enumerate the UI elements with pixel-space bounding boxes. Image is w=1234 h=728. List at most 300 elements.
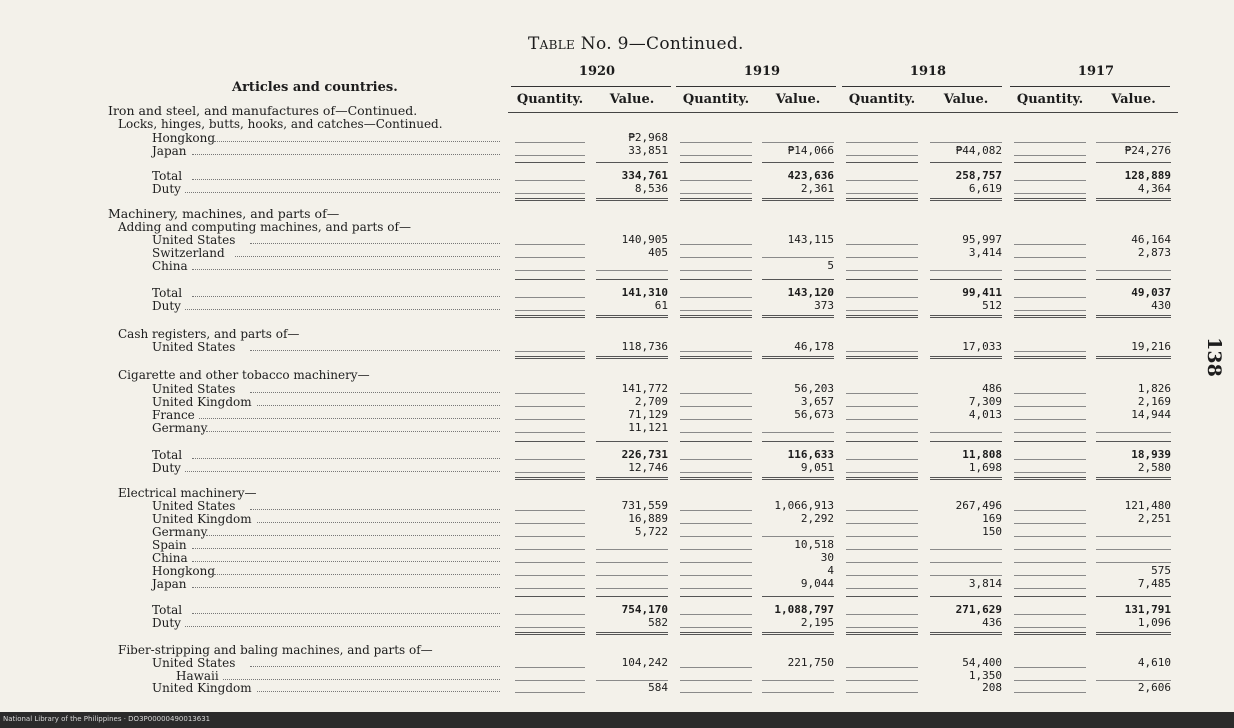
empty-value-cell	[596, 549, 668, 550]
value-cell-1918: ₱44,082	[955, 144, 1002, 157]
empty-quantity-cell	[515, 614, 585, 615]
value-cell-1920: 226,731	[621, 448, 668, 461]
subtotal-rule	[1014, 279, 1086, 280]
dot-leader	[192, 154, 500, 155]
dot-leader	[257, 405, 500, 406]
row-label: Hongkong	[152, 564, 216, 578]
row-label: Fiber-stripping and baling machines, and parts of—	[118, 643, 433, 657]
table-row	[0, 368, 1234, 382]
empty-quantity-cell	[515, 575, 585, 576]
total-double-rule	[1096, 356, 1171, 359]
total-double-rule	[680, 315, 752, 318]
subtotal-rule	[680, 441, 752, 442]
empty-quantity-cell	[1014, 406, 1086, 407]
empty-quantity-cell	[1014, 667, 1086, 668]
value-cell-1920: 334,761	[621, 169, 668, 182]
year-header-1917: 1917	[1077, 64, 1115, 79]
empty-quantity-cell	[680, 549, 752, 550]
empty-value-cell	[762, 536, 834, 537]
total-double-rule	[846, 356, 918, 359]
value-cell-1919: 5	[827, 259, 834, 272]
empty-quantity-cell	[846, 523, 918, 524]
empty-quantity-cell	[680, 193, 752, 194]
value-cell-1919: 2,195	[800, 616, 834, 629]
value-cell-1918: 267,496	[955, 499, 1002, 512]
value-cell-1917: 2,580	[1137, 461, 1171, 474]
empty-quantity-cell	[515, 588, 585, 589]
empty-quantity-cell	[846, 588, 918, 589]
value-cell-1919: 2,292	[800, 512, 834, 525]
total-double-rule	[762, 315, 834, 318]
value-cell-1919: 10,518	[794, 538, 834, 551]
row-label: United Kingdom	[152, 512, 252, 526]
table-row	[0, 259, 1234, 273]
row-label: Hongkong	[152, 131, 216, 145]
quantity-column-header: Quantity.	[848, 92, 916, 107]
table-row	[0, 499, 1234, 513]
value-cell-1917: 2,251	[1137, 512, 1171, 525]
subtotal-rule	[515, 162, 585, 163]
table-row	[0, 286, 1234, 300]
total-double-rule	[846, 198, 918, 201]
empty-quantity-cell	[1014, 562, 1086, 563]
table-row	[0, 525, 1234, 539]
empty-quantity-cell	[846, 536, 918, 537]
total-double-rule	[762, 356, 834, 359]
empty-quantity-cell	[846, 459, 918, 460]
table-row	[0, 299, 1234, 313]
table-row	[0, 207, 1234, 221]
empty-quantity-cell	[680, 588, 752, 589]
empty-quantity-cell	[1014, 523, 1086, 524]
empty-quantity-cell	[1014, 180, 1086, 181]
row-label: United States	[152, 382, 236, 396]
dot-leader	[250, 392, 500, 393]
row-label: Japan	[152, 144, 187, 158]
value-cell-1918: 169	[982, 512, 1002, 525]
empty-quantity-cell	[680, 310, 752, 311]
table-row	[0, 448, 1234, 462]
empty-quantity-cell	[1014, 588, 1086, 589]
empty-quantity-cell	[680, 510, 752, 511]
subtotal-rule	[680, 596, 752, 597]
empty-quantity-cell	[680, 406, 752, 407]
value-cell-1917: 18,939	[1131, 448, 1171, 461]
value-cell-1918: 1,350	[968, 669, 1002, 682]
dot-leader	[206, 535, 500, 536]
row-label: France	[152, 408, 195, 422]
empty-quantity-cell	[1014, 142, 1086, 143]
total-double-rule	[515, 198, 585, 201]
value-cell-1919: 1,066,913	[774, 499, 834, 512]
row-label: Duty	[152, 616, 181, 630]
value-cell-1919: 1,088,797	[774, 603, 834, 616]
row-label: Total	[152, 603, 183, 617]
empty-quantity-cell	[1014, 472, 1086, 473]
total-double-rule	[846, 632, 918, 635]
total-double-rule	[596, 315, 668, 318]
value-cell-1919: 423,636	[787, 169, 834, 182]
total-double-rule	[1014, 477, 1086, 480]
empty-quantity-cell	[515, 523, 585, 524]
empty-quantity-cell	[846, 310, 918, 311]
value-cell-1919: 221,750	[787, 656, 834, 669]
subtotal-rule	[930, 162, 1002, 163]
value-cell-1917: 1,096	[1137, 616, 1171, 629]
value-cell-1917: 2,606	[1137, 681, 1171, 694]
dot-leader	[185, 471, 500, 472]
value-cell-1917: 7,485	[1137, 577, 1171, 590]
table-row	[0, 408, 1234, 422]
empty-quantity-cell	[515, 419, 585, 420]
row-label: Japan	[152, 577, 187, 591]
empty-quantity-cell	[515, 432, 585, 433]
value-cell-1918: 3,814	[968, 577, 1002, 590]
empty-quantity-cell	[680, 393, 752, 394]
total-double-rule	[762, 477, 834, 480]
value-cell-1919: 3,657	[800, 395, 834, 408]
table-row	[0, 551, 1234, 565]
empty-quantity-cell	[846, 510, 918, 511]
empty-quantity-cell	[846, 419, 918, 420]
value-cell-1919: 56,673	[794, 408, 834, 421]
table-row	[0, 327, 1234, 341]
empty-quantity-cell	[1014, 614, 1086, 615]
dot-leader	[192, 561, 500, 562]
row-label: Locks, hinges, butts, hooks, and catches—Continued.	[118, 117, 443, 131]
table-row	[0, 616, 1234, 630]
value-cell-1918: 11,808	[962, 448, 1002, 461]
value-cell-1919: 30	[820, 551, 834, 564]
empty-quantity-cell	[846, 393, 918, 394]
table-row	[0, 220, 1234, 234]
value-cell-1920: 582	[648, 616, 668, 629]
empty-quantity-cell	[515, 562, 585, 563]
table-title-prefix: Table	[528, 34, 576, 54]
empty-quantity-cell	[680, 692, 752, 693]
subtotal-rule	[680, 279, 752, 280]
value-cell-1918: 99,411	[962, 286, 1002, 299]
empty-quantity-cell	[846, 549, 918, 550]
row-label: United Kingdom	[152, 681, 252, 695]
empty-quantity-cell	[515, 393, 585, 394]
empty-quantity-cell	[680, 419, 752, 420]
total-double-rule	[596, 356, 668, 359]
empty-quantity-cell	[1014, 510, 1086, 511]
total-double-rule	[930, 632, 1002, 635]
empty-quantity-cell	[680, 667, 752, 668]
empty-quantity-cell	[846, 351, 918, 352]
row-label: Switzerland	[152, 246, 225, 260]
empty-quantity-cell	[1014, 244, 1086, 245]
empty-value-cell	[762, 692, 834, 693]
quantity-column-header: Quantity.	[682, 92, 750, 107]
value-cell-1919: 4	[827, 564, 834, 577]
value-cell-1920: 11,121	[628, 421, 668, 434]
empty-quantity-cell	[1014, 310, 1086, 311]
value-cell-1918: 486	[982, 382, 1002, 395]
empty-quantity-cell	[1014, 419, 1086, 420]
empty-quantity-cell	[1014, 536, 1086, 537]
table-title	[528, 34, 744, 54]
value-cell-1918: 7,309	[968, 395, 1002, 408]
empty-quantity-cell	[680, 351, 752, 352]
value-cell-1918: 3,414	[968, 246, 1002, 259]
row-label: Duty	[152, 299, 181, 313]
empty-quantity-cell	[1014, 549, 1086, 550]
dot-leader	[250, 350, 500, 351]
empty-quantity-cell	[1014, 193, 1086, 194]
empty-quantity-cell	[846, 432, 918, 433]
table-row	[0, 104, 1234, 118]
value-cell-1917: ₱24,276	[1124, 144, 1171, 157]
value-cell-1920: 5,722	[634, 525, 668, 538]
empty-quantity-cell	[680, 270, 752, 271]
row-label: Adding and computing machines, and parts of—	[118, 220, 411, 234]
value-cell-1918: 271,629	[955, 603, 1002, 616]
table-row	[0, 246, 1234, 260]
empty-quantity-cell	[515, 510, 585, 511]
footer-text: National Library of the Philippines · DO3P00000490013631	[3, 715, 211, 723]
empty-quantity-cell	[515, 310, 585, 311]
dot-leader	[206, 431, 500, 432]
table-row	[0, 564, 1234, 578]
empty-value-cell	[930, 562, 1002, 563]
total-double-rule	[1014, 632, 1086, 635]
empty-quantity-cell	[1014, 459, 1086, 460]
subtotal-rule	[596, 441, 668, 442]
empty-quantity-cell	[846, 562, 918, 563]
subtotal-rule	[515, 441, 585, 442]
value-cell-1920: 2,709	[634, 395, 668, 408]
empty-quantity-cell	[846, 270, 918, 271]
table-row	[0, 144, 1234, 158]
value-cell-1918: 95,997	[962, 233, 1002, 246]
table-row	[0, 169, 1234, 183]
value-cell-1917: 14,944	[1131, 408, 1171, 421]
empty-value-cell	[1096, 142, 1171, 143]
empty-quantity-cell	[680, 627, 752, 628]
empty-value-cell	[762, 142, 834, 143]
value-cell-1920: 33,851	[628, 144, 668, 157]
value-cell-1918: 17,033	[962, 340, 1002, 353]
subtotal-rule	[846, 279, 918, 280]
table-row	[0, 182, 1234, 196]
empty-value-cell	[930, 575, 1002, 576]
dot-leader	[235, 256, 500, 257]
empty-quantity-cell	[1014, 257, 1086, 258]
subtotal-rule	[596, 596, 668, 597]
total-double-rule	[596, 477, 668, 480]
empty-quantity-cell	[515, 270, 585, 271]
empty-quantity-cell	[680, 562, 752, 563]
subtotal-rule	[846, 162, 918, 163]
empty-quantity-cell	[680, 432, 752, 433]
empty-value-cell	[930, 270, 1002, 271]
table-row	[0, 382, 1234, 396]
subtotal-rule	[762, 162, 834, 163]
empty-quantity-cell	[846, 155, 918, 156]
empty-quantity-cell	[846, 472, 918, 473]
empty-quantity-cell	[1014, 297, 1086, 298]
row-label: Total	[152, 286, 183, 300]
value-cell-1919: ₱14,066	[787, 144, 834, 157]
row-label: United States	[152, 340, 236, 354]
subtotal-rule	[515, 279, 585, 280]
table-row	[0, 643, 1234, 657]
value-column-header: Value.	[943, 92, 989, 107]
value-cell-1920: 754,170	[621, 603, 668, 616]
value-cell-1918: 150	[982, 525, 1002, 538]
empty-quantity-cell	[515, 627, 585, 628]
total-double-rule	[1014, 356, 1086, 359]
empty-quantity-cell	[1014, 155, 1086, 156]
subtotal-rule	[1014, 162, 1086, 163]
empty-quantity-cell	[515, 536, 585, 537]
table-row	[0, 421, 1234, 435]
row-label: United States	[152, 499, 236, 513]
row-label: Machinery, machines, and parts of—	[108, 206, 340, 221]
year-brace	[676, 86, 836, 87]
total-double-rule	[762, 198, 834, 201]
value-cell-1918: 258,757	[955, 169, 1002, 182]
empty-value-cell	[762, 257, 834, 258]
empty-value-cell	[596, 562, 668, 563]
total-double-rule	[762, 632, 834, 635]
empty-quantity-cell	[846, 614, 918, 615]
empty-quantity-cell	[515, 193, 585, 194]
total-double-rule	[596, 632, 668, 635]
empty-quantity-cell	[846, 180, 918, 181]
value-cell-1917: 46,164	[1131, 233, 1171, 246]
subtotal-rule	[762, 441, 834, 442]
subtotal-rule	[1096, 596, 1171, 597]
subtotal-rule	[1096, 279, 1171, 280]
empty-value-cell	[1096, 549, 1171, 550]
row-label: China	[152, 259, 188, 273]
total-double-rule	[680, 477, 752, 480]
empty-value-cell	[930, 432, 1002, 433]
subtotal-rule	[930, 441, 1002, 442]
value-cell-1919: 373	[814, 299, 834, 312]
subtotal-rule	[846, 441, 918, 442]
empty-quantity-cell	[515, 297, 585, 298]
quantity-column-header: Quantity.	[1016, 92, 1084, 107]
table-row	[0, 486, 1234, 500]
value-cell-1920: 141,310	[621, 286, 668, 299]
value-cell-1920: 104,242	[621, 656, 668, 669]
empty-value-cell	[1096, 432, 1171, 433]
empty-value-cell	[596, 588, 668, 589]
dot-leader	[214, 141, 500, 142]
total-double-rule	[515, 477, 585, 480]
footer-bar	[0, 712, 1234, 728]
value-column-header: Value.	[775, 92, 821, 107]
total-double-rule	[1096, 477, 1171, 480]
total-double-rule	[680, 632, 752, 635]
row-label: Hawaii	[176, 669, 219, 683]
row-label: Germany	[152, 421, 208, 435]
dot-leader	[214, 574, 500, 575]
subtotal-rule	[1096, 441, 1171, 442]
empty-value-cell	[1096, 270, 1171, 271]
total-double-rule	[930, 198, 1002, 201]
value-cell-1919: 9,044	[800, 577, 834, 590]
dot-leader	[185, 192, 500, 193]
total-double-rule	[680, 198, 752, 201]
empty-value-cell	[762, 432, 834, 433]
dot-leader	[250, 243, 500, 244]
value-cell-1918: 6,619	[968, 182, 1002, 195]
table-row	[0, 538, 1234, 552]
value-cell-1920: 140,905	[621, 233, 668, 246]
table-row	[0, 512, 1234, 526]
table-row	[0, 577, 1234, 591]
empty-quantity-cell	[846, 692, 918, 693]
empty-quantity-cell	[846, 257, 918, 258]
total-double-rule	[1096, 315, 1171, 318]
empty-quantity-cell	[515, 472, 585, 473]
dot-leader	[192, 179, 500, 180]
total-double-rule	[596, 198, 668, 201]
total-double-rule	[1096, 632, 1171, 635]
value-cell-1919: 143,120	[787, 286, 834, 299]
total-double-rule	[680, 356, 752, 359]
empty-quantity-cell	[515, 142, 585, 143]
value-cell-1917: 4,610	[1137, 656, 1171, 669]
row-label: United Kingdom	[152, 395, 252, 409]
table-row	[0, 233, 1234, 247]
empty-quantity-cell	[846, 575, 918, 576]
empty-quantity-cell	[1014, 270, 1086, 271]
total-double-rule	[930, 315, 1002, 318]
empty-value-cell	[930, 549, 1002, 550]
subtotal-rule	[596, 162, 668, 163]
value-cell-1920: 141,772	[621, 382, 668, 395]
subtotal-rule	[930, 596, 1002, 597]
value-cell-1918: 54,400	[962, 656, 1002, 669]
dot-leader	[185, 309, 500, 310]
value-cell-1919: 143,115	[787, 233, 834, 246]
dot-leader	[192, 458, 500, 459]
value-cell-1917: 2,169	[1137, 395, 1171, 408]
empty-quantity-cell	[680, 523, 752, 524]
empty-quantity-cell	[1014, 627, 1086, 628]
articles-column-header: Articles and countries.	[232, 80, 398, 95]
total-double-rule	[515, 315, 585, 318]
empty-quantity-cell	[680, 459, 752, 460]
empty-quantity-cell	[846, 627, 918, 628]
subtotal-rule	[1096, 162, 1171, 163]
subtotal-rule	[846, 596, 918, 597]
value-cell-1919: 46,178	[794, 340, 834, 353]
row-label: Electrical machinery—	[118, 486, 257, 500]
value-cell-1917: 430	[1151, 299, 1171, 312]
value-cell-1919: 9,051	[800, 461, 834, 474]
subtotal-rule	[1014, 596, 1086, 597]
value-cell-1920: 731,559	[621, 499, 668, 512]
table-row	[0, 461, 1234, 475]
value-cell-1920: 584	[648, 681, 668, 694]
subtotal-rule	[1014, 441, 1086, 442]
empty-quantity-cell	[1014, 393, 1086, 394]
empty-quantity-cell	[515, 692, 585, 693]
dot-leader	[185, 626, 500, 627]
row-label: Duty	[152, 461, 181, 475]
empty-quantity-cell	[515, 667, 585, 668]
total-double-rule	[846, 315, 918, 318]
quantity-column-header: Quantity.	[516, 92, 584, 107]
